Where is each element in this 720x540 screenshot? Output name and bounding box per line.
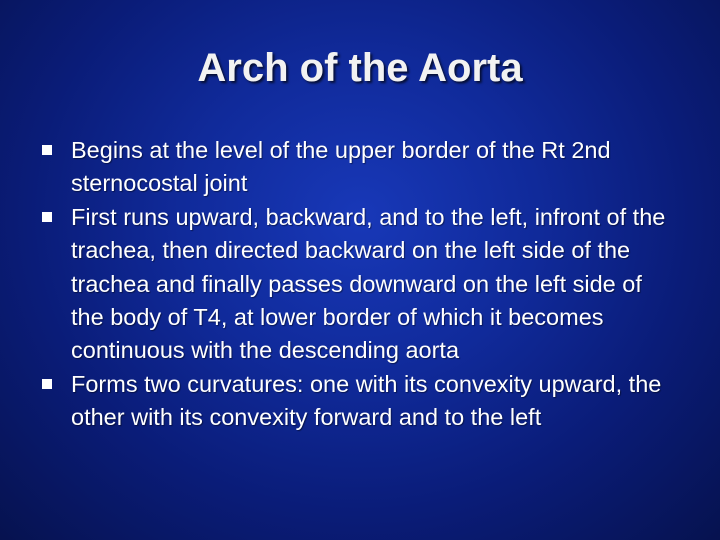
bullet-text: Forms two curvatures: one with its convexity upward, the other with its convexity forward and to the left [71, 370, 662, 431]
bullet-text: Begins at the level of the upper border of the Rt 2nd sternocostal joint [71, 137, 611, 197]
square-bullet-icon [42, 212, 52, 222]
square-bullet-icon [42, 379, 52, 389]
bullet-item [40, 201, 680, 368]
bullet-text: First runs upward, backward, and to the left, infront of the trachea, then directed backward on the left side of the trachea and finally passes downward on the left side of the body of T4, at lower border of which it becomes continuous with the descending aorta [71, 203, 666, 364]
square-bullet-icon [42, 145, 52, 155]
slide-title: Arch of the Aorta [197, 46, 523, 90]
bullet-item [40, 134, 680, 201]
bullet-item [40, 368, 680, 435]
bullet-list [40, 134, 680, 435]
